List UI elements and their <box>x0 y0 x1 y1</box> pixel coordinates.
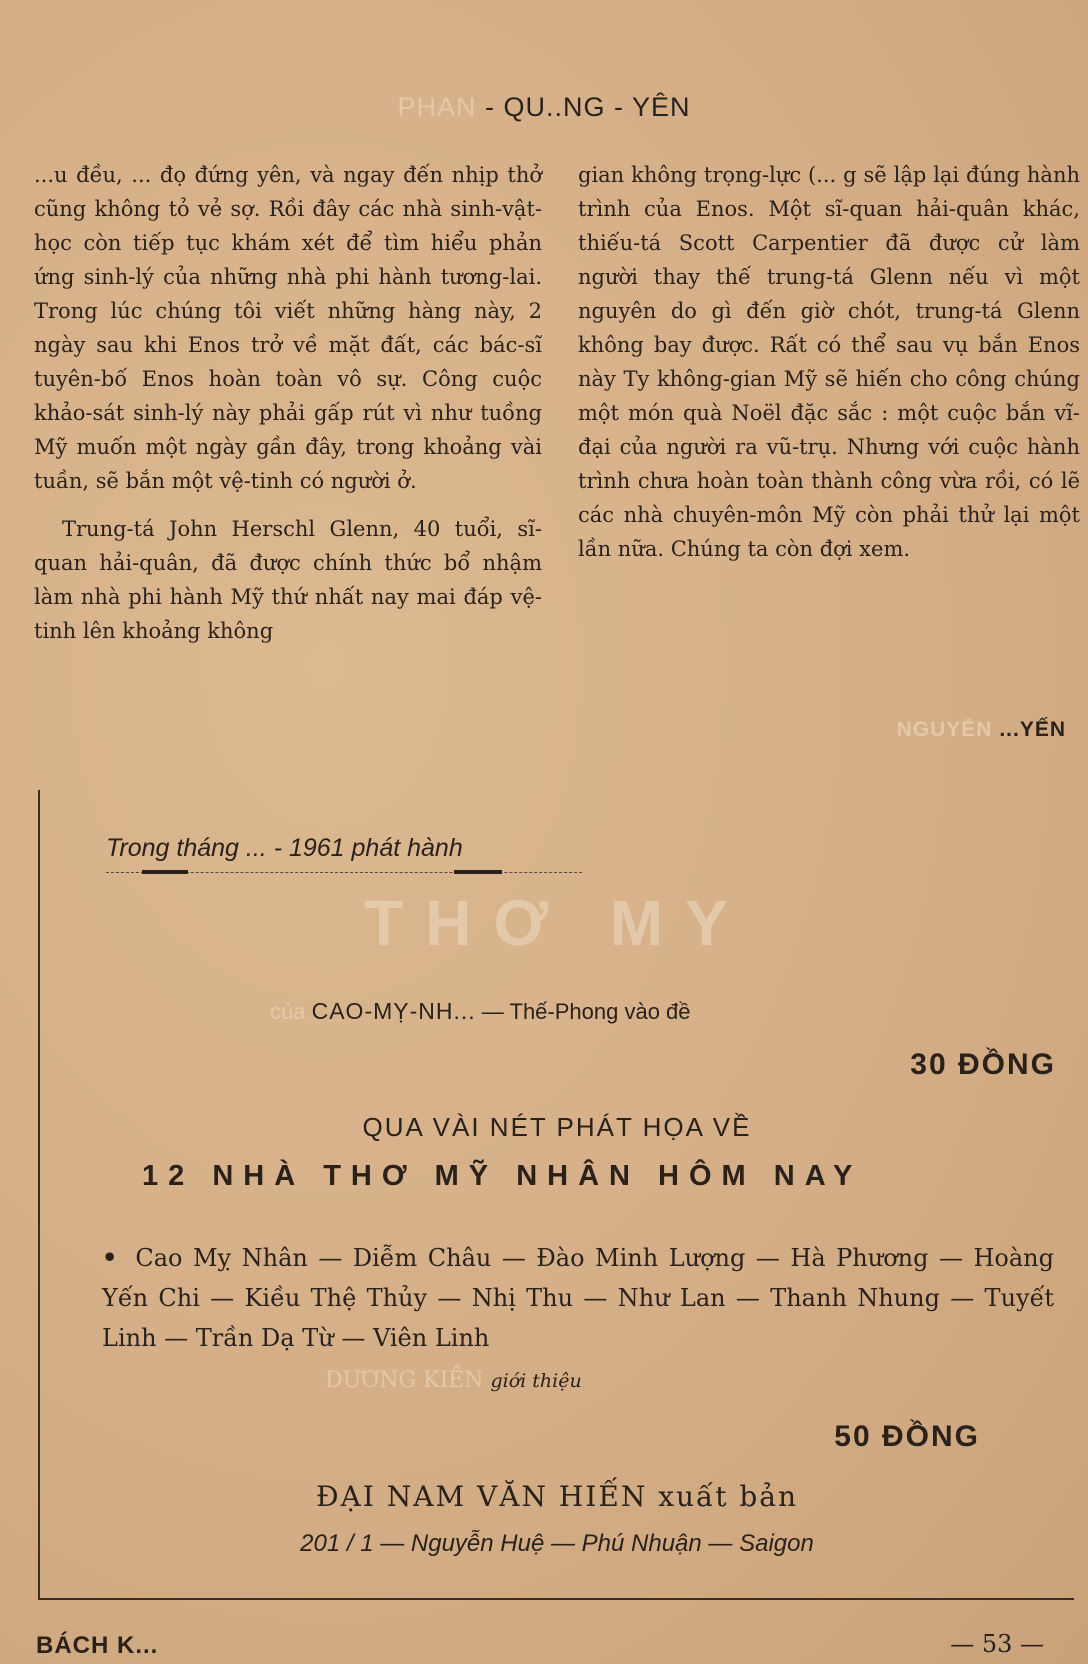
ad-rule-mark-right <box>454 870 502 874</box>
ad-book-title: THƠ MY <box>364 887 750 959</box>
ad-price-second: 50 ĐỒNG <box>834 1420 980 1453</box>
footer-magazine-name: BÁCH K... <box>36 1632 159 1659</box>
article-paragraph-3: gian không trọng-lực (... g sẽ lập lại đúng hành trình của Enos. Một sĩ-quan hải-quân khác, thiếu-tá Scott Carpentier đã được cử làm người thay thế trung-tá Glenn nếu vì một nguyên do gì đến giờ chót, trung-tá Glenn không bay được. Rất có thể sau vụ bắn Enos này Ty không-gian Mỹ sẽ hiến cho công chúng một món quà Noël đặc sắc : một cuộc bắn vĩ-đại của người ra vũ-trụ. Nhưng với cuộc hành trình chưa hoàn toàn thành công vừa rồi, có lẽ các nhà chuyên-môn Mỹ còn phải thử lại một lần nữa. Chúng ta còn đợi xem. <box>578 163 1080 561</box>
article-signature <box>897 718 1066 742</box>
header-faded-word: PHAN <box>397 92 477 122</box>
header-title: - QU..NG - YÊN <box>485 92 691 122</box>
ad-intro-text: giới thiệu <box>490 1370 582 1392</box>
ad-introduction <box>325 1368 582 1393</box>
bullet-icon: • <box>102 1243 118 1272</box>
article-paragraph-1: ...u đều, ... đọ đứng yên, và ngay đến nhịp thở cũng không tỏ vẻ sợ. Rồi đây các nhà sinh-vật-học còn tiếp tục khám xét để tìm hiểu phản ứng sinh-lý của những nhà phi hành tương-lai. Trong lúc chúng tôi viết những hàng này, 2 ngày sau khi Enos trở về mặt đất, các bác-sĩ tuyên-bố Enos hoàn toàn vô sự. Công cuộc khảo-sát sinh-lý này phải gấp rút vì như tuồng Mỹ muốn một ngày gần đây, trong khoảng vài tuần, sẽ bắn một vệ-tinh có người ở. <box>34 163 542 493</box>
ad-author-name: CAO-MỴ-NH... <box>311 998 476 1024</box>
ad-intro-author: DƯƠNG KIỀN <box>325 1368 484 1393</box>
ad-poet-names: Cao Mỵ Nhân — Diễm Châu — Đào Minh Lượng — Hà Phương — Hoàng Yến Chi — Kiều Thệ Thủy — Nhị Thu — Như Lan — Thanh Nhung — Tuyết Linh — Trần Dạ Từ — Viên Linh <box>102 1244 1054 1352</box>
ad-rule-mark-left <box>142 870 188 874</box>
ad-price-first: 30 ĐỒNG <box>910 1048 1056 1081</box>
ad-author-prefix: của <box>270 999 306 1024</box>
advertisement-box <box>38 790 1074 1600</box>
ad-publisher: ĐẠI NAM VĂN HIẾN xuất bản <box>315 1480 799 1513</box>
article-paragraph-2: Trung-tá John Herschl Glenn, 40 tuổi, sĩ-quan hải-quân, đã được chính thức bổ nhậm làm nhà phi hành Mỹ thứ nhất nay mai đáp vệ-tinh lên khoảng không <box>34 517 542 643</box>
ad-subtitle-2: 12 NHÀ THƠ MỸ NHÂN HÔM NAY <box>142 1160 863 1192</box>
signature-faded: NGUYỄN <box>896 718 993 741</box>
ad-poet-list <box>102 1238 1054 1358</box>
ad-date-line: Trong tháng ... - 1961 phát hành <box>106 834 463 862</box>
page-header <box>0 92 1088 123</box>
footer-page-number: — 53 — <box>950 1630 1044 1658</box>
ad-author-line <box>270 998 691 1025</box>
signature-visible: ...YẾN <box>999 718 1066 741</box>
article-left-column <box>34 158 542 662</box>
ad-address: 201 / 1 — Nguyễn Huệ — Phú Nhuận — Saigon <box>300 1530 814 1557</box>
ad-author-suffix: — Thế-Phong vào đề <box>481 999 691 1024</box>
article-right-column <box>578 158 1080 580</box>
ad-subtitle-1: QUA VÀI NÉT PHÁT HỌA VỀ <box>362 1112 752 1142</box>
